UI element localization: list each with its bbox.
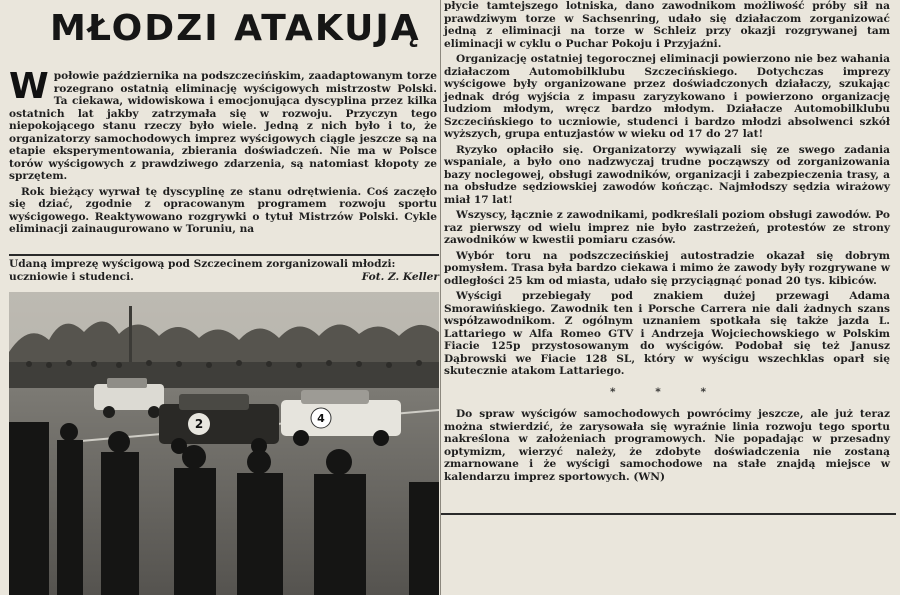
left-paragraph-1	[9, 66, 437, 183]
race-photo-illustration	[9, 292, 439, 595]
photo-caption	[9, 258, 439, 283]
right-paragraph-4: Wszyscy, łącznie z zawodnikami, podkreślali poziom obsługi zawodów. Po raz pierwszy od wielu imprez nie było zastrzeżeń, protestów ze strony zawodników w kwestii pomiaru czasów.	[444, 209, 890, 246]
caption-rule	[9, 254, 439, 256]
right-paragraph-2: Organizację ostatniej tegorocznej eliminacji powierzono nie bez wahania działaczom Automobilklubu Szczecińskiego. Dotychczas imprezy wyścigowe były organizowane przez doświadczonych działaczy, szukając jednak dróg wyjścia z impasu zaryzykowano i powierzono organizację ludziom młodym, wręcz bardzo młodym. Działacze Automobilklubu Szczecińskiego to uczniowie, studenci i bardzo młodzi absolwenci szkół wyższych, grupa entuzjastów w wieku od 17 do 27 lat!	[444, 53, 890, 140]
column-divider	[440, 0, 441, 595]
section-separator: * * *	[610, 385, 724, 398]
left-paragraph-2: Rok bieżący wyrwał tę dyscyplinę ze stanu odrętwienia. Coś zaczęło się dziać, zgodnie z opracowanym programem rozwoju sportu wyścigowego. Reaktywowano rozgrywki o tytuł Mistrzów Polski. Cykle eliminacji zainaugurowano w Toruniu, na	[9, 185, 437, 235]
right-column	[444, 0, 890, 486]
car-number-4: 4	[317, 412, 325, 425]
right-paragraph-6: Wyścigi przebiegały pod znakiem dużej przewagi Adama Smorawińskiego. Zawodnik ten i Porsche Carrera nie dali żadnych szans współzawodnikom. Z ogólnym uznaniem spotkała się także jazda L. Lattariego w Alfa Romeo GTV i Andrzeja Wojciechowskiego w Polskim Fiacie 125p przystosowanym do wyścigów. Podobał się też Janusz Dąbrowski we Fiacie 128 SL, który w wyścigu wszechklas oparł się skutecznie atakom Lattariego.	[444, 290, 890, 377]
race-photo	[9, 292, 439, 595]
headline: MŁODZI ATAKUJĄ	[50, 8, 421, 49]
right-paragraph-1: płycie tamtejszego lotniska, dano zawodnikom możliwość próby sił na prawdziwym torze w Sachsenring, udało się działaczom zorganizować jedną z eliminacji na torze w Schleiz przy okazji rozgrywanej tam eliminacji w cyklu o Puchar Pokoju i Przyjaźni.	[444, 0, 890, 50]
caption-text: Udaną imprezę wyścigową pod Szczecinem zorganizowali młodzi: uczniowie i studenci.	[9, 258, 396, 283]
right-paragraph-7: Do spraw wyścigów samochodowych powrócimy jeszcze, ale już teraz można stwierdzić, że zarysowała się wyraźnie linia rozwoju tego sportu nakreślona w założeniach programowych. Nie popadając w przesadny optymizm, wierzyć należy, że zdobyte doświadczenia nie zostaną zmarnowane i że wyścigi samochodowe na stałe znajdą miejsce w kalendarzu imprez sportowych. (WN)	[444, 408, 890, 483]
dropcap: W	[9, 66, 49, 107]
left-paragraph-1-text: połowie października na podszczecińskim, zaadaptowanym torze rozegrano ostatnią eliminację wyścigowych mistrzostw Polski. Ta ciekawa, widowiskowa i emocjonująca dyscyplina przez kilka ostatnich lat jakby zatrzymała się w rozwoju. Przyczyn tego niepokojącego stanu rzeczy było wiele. Jedną z nich było i to, że organizatorzy samochodowych imprez wyścigowych ciągle jeszcze są na etapie eksperymentowania, zbierania doświadczeń. Nie ma w Polsce torów wyścigowych z prawdziwego zdarzenia, są natomiast kłopoty ze sprzętem.	[9, 70, 437, 182]
car-number-2: 2	[194, 417, 204, 431]
left-column	[9, 66, 437, 239]
right-paragraph-5: Wybór toru na podszczecińskiej autostradzie okazał się dobrym pomysłem. Trasa była bardzo ciekawa i mimo że zawody były rozgrywane w odległości 25 km od miasta, udało się przyciągnąć ponad 20 tys. kibiców.	[444, 249, 890, 287]
right-paragraph-3: Ryzyko opłaciło się. Organizatorzy wywiązali się ze swego zadania wspaniale, a było ono nadzwyczaj trudne począwszy od zorganizowania bazy noclegowej, obsługi zawodników, organizacji i zabezpieczenia trasy, a na obsłudze sędziowskiej zawodów kończąc. Najmłodszy sędzia wirażowy miał 17 lat!	[444, 143, 890, 206]
photo-credit: Fot. Z. Keller	[361, 270, 439, 283]
end-rule	[441, 513, 896, 515]
